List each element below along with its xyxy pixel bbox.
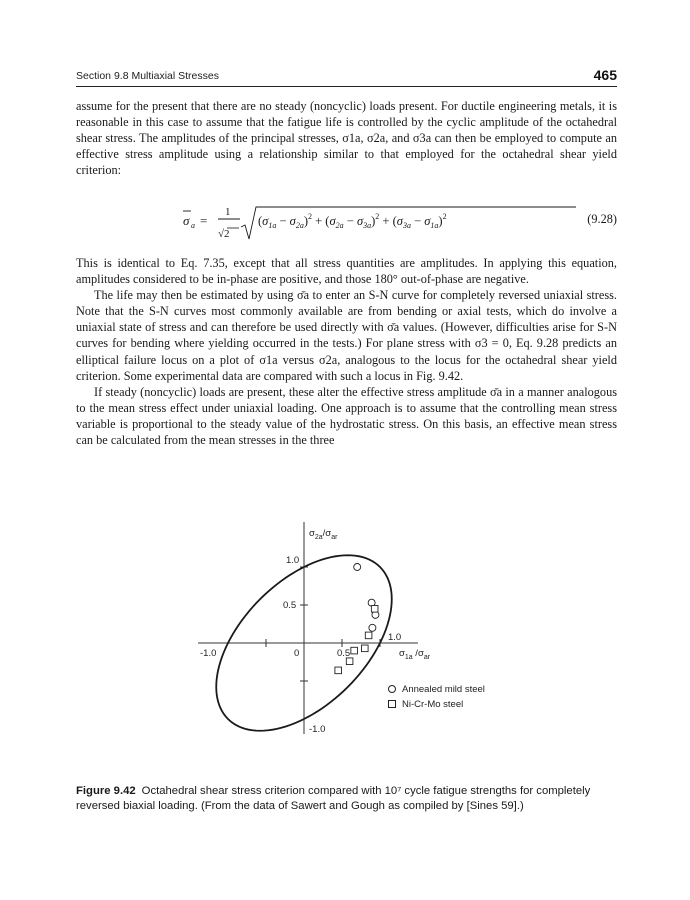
paragraph-amplitudes: This is identical to Eq. 7.35, except that all stress quantities are amplitudes. In applying this equation, amplitudes considered to be in-phase are positive, and those 180° out-of-phase are negative. <box>76 256 617 287</box>
paragraph-intro: assume for the present that there are no steady (noncyclic) loads present. For ductile engineering metals, it is reasonable in this case to assume that the fatigue life is controlled by the cyclic amplitude of the octahedral shear stress. The amplitudes of the principal stresses, σ1a, σ2a, and σ3a can then be employed to compute an effective stress amplitude using a relationship similar to that employed for the octahedral shear yield criterion: <box>76 99 617 178</box>
legend-entry-nicrmo <box>388 699 485 714</box>
svg-text:(σ1a − σ2a)2 + (σ2a − σ3a)2 +: $(\sigma_{1a} - \sigma_{2a})^2 + (\sigma_{2a} - \sigma_{3a})^2 + (\sigma_{3a} - \sigma_{1a})^2$ <box>258 212 447 230</box>
legend-label-annealed: Annealed mild steel <box>402 684 485 695</box>
tick-label-x-neg-1-0: -1.0 <box>200 648 217 659</box>
y-axis-label: $\sigma_{2a}/\sigma_{ar}$ <box>309 528 338 541</box>
body-text <box>76 255 617 448</box>
svg-text:=: = <box>200 213 208 228</box>
equation-formula <box>76 203 617 243</box>
tick-label-x-0-5: 0.5 <box>337 648 351 659</box>
square-marker-icon <box>388 700 396 708</box>
annealed-steel-point-0 <box>369 624 376 631</box>
svg-text:a: a <box>191 221 195 230</box>
figure-caption-text: Octahedral shear stress criterion compared with 10⁷ cycle fatigue strengths for completely reversed biaxial loading. (From the data of Sawert and Gough as compiled by [Sines 59].) <box>76 785 591 812</box>
header-rule <box>76 86 617 87</box>
tick-label-x-1-0: 1.0 <box>388 632 402 643</box>
equation-number: (9.28) <box>587 212 617 226</box>
figure-legend <box>388 684 485 714</box>
legend-entry-annealed <box>388 684 485 699</box>
circle-marker-icon <box>388 685 396 693</box>
legend-label-nicrmo: Ni-Cr-Mo steel <box>402 699 464 710</box>
tick-label-y-0-5: 0.5 <box>283 600 297 611</box>
page-number: 465 <box>593 67 617 83</box>
tick-label-y-neg-1-0: -1.0 <box>309 724 326 735</box>
section-title: Section 9.8 Multiaxial Stresses <box>76 70 219 82</box>
nicrmo-steel-point-4 <box>335 667 342 674</box>
tick-label-origin: 0 <box>294 648 300 659</box>
annealed-steel-point-3 <box>354 564 361 571</box>
nicrmo-steel-point-0 <box>365 632 372 639</box>
svg-text:1: 1 <box>225 206 231 218</box>
paragraph-steady-loads: If steady (noncyclic) loads are present, these alter the effective stress amplitude σ̄a in a manner analogous to the mean stress effect under uniaxial loading. One approach is to assume that the controlling mean stress variable is proportional to the steady value of the hydrostatic stress. On this basis, an effective mean stress can be calculated from the mean stresses in the three <box>76 384 617 448</box>
paragraph-sn-curve: The life may then be estimated by using σ̄a to enter an S-N curve for completely reversed uniaxial stress. Note that the S-N curves most commonly available are from bending or axial tests, which do involve a uniaxial state of stress and can therefore be used directly with σ̄a values. (However, difficulties arise for S-N curves for bending where yielding occurred in the tests.) For plane stress with σ3 = 0, Eq. 9.28 predicts an elliptical failure locus on a plot of σ1a versus σ2a, analogous to the locus for the octahedral shear yield criterion. Some experimental data are compared with such a locus in Fig. 9.42. <box>76 288 617 383</box>
figure-9-42 <box>190 512 520 742</box>
svg-text:√2: √2 <box>218 228 230 240</box>
running-header <box>76 67 617 87</box>
equation-9-28 <box>76 203 617 243</box>
x-axis-label: $\sigma_{1a}$ $/\sigma_{ar}$ <box>399 648 431 661</box>
nicrmo-steel-point-5 <box>371 606 378 613</box>
figure-label: Figure 9.42 <box>76 785 136 797</box>
nicrmo-steel-point-2 <box>351 647 358 654</box>
figure-caption <box>76 784 617 814</box>
svg-text:σ: σ <box>183 213 190 228</box>
tick-label-y-1-0: 1.0 <box>286 555 300 566</box>
nicrmo-steel-point-1 <box>362 645 369 652</box>
